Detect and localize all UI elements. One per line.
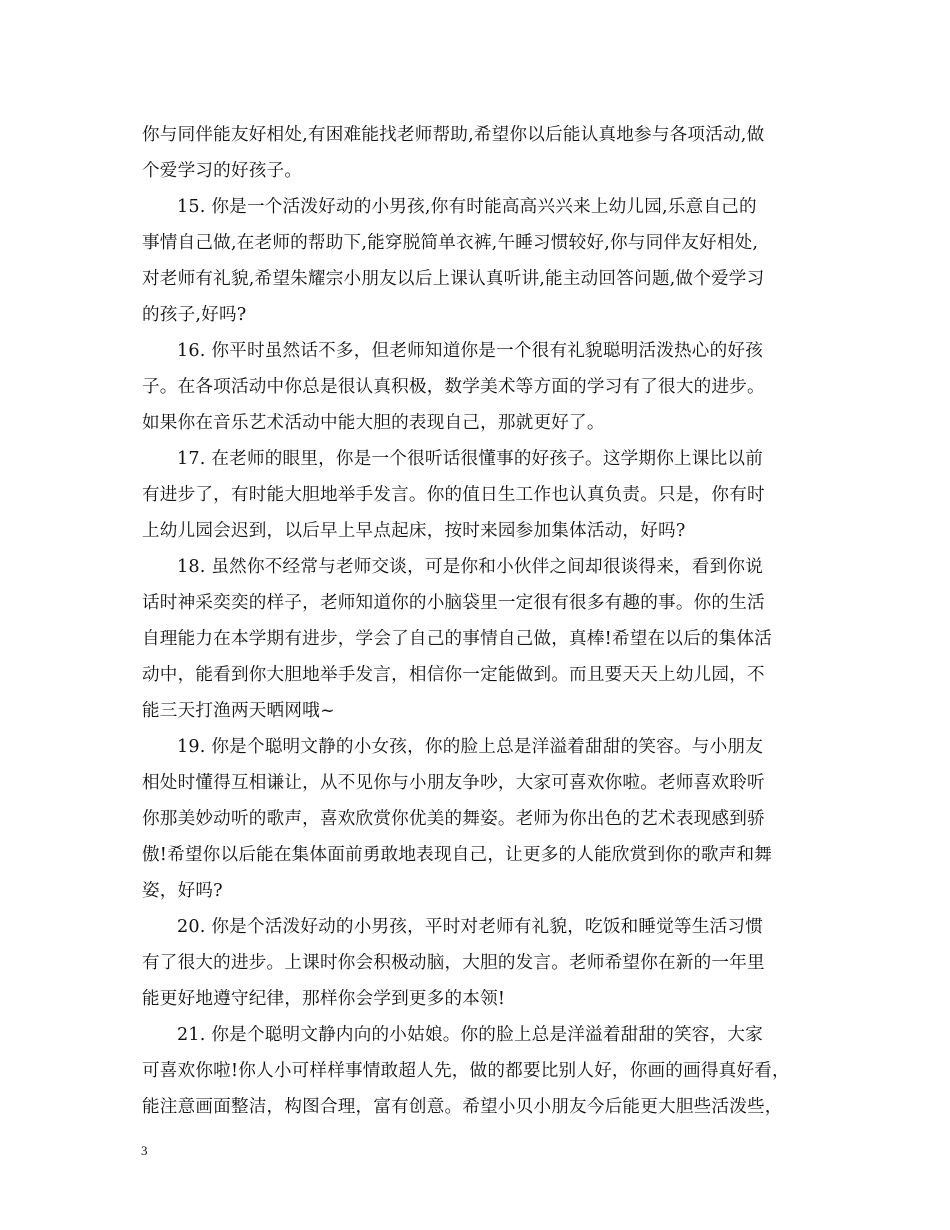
text-line: 个爱学习的好孩子。	[142, 161, 303, 181]
text-line: 能更好地遵守纪律，那样你会学到更多的本领!	[142, 989, 506, 1009]
paragraph	[142, 729, 822, 909]
text-line: 19. 你是个聪明文静的小女孩，你的脸上总是洋溢着甜甜的笑容。与小朋友	[177, 737, 763, 757]
page-number: 3	[141, 1143, 148, 1158]
text-line: 如果你在音乐艺术活动中能大胆的表现自己，那就更好了。	[142, 413, 605, 433]
text-line: 话时神采奕奕的样子，老师知道你的小脑袋里一定很有很多有趣的事。你的生活	[142, 593, 765, 613]
text-line: 有进步了，有时能大胆地举手发言。你的值日生工作也认真负责。只是，你有时	[142, 485, 765, 505]
paragraph	[142, 333, 822, 441]
text-line: 姿，好吗?	[142, 881, 223, 901]
paragraph	[142, 189, 822, 333]
paragraph	[142, 909, 822, 1017]
text-line: 傲!希望你以后能在集体面前勇敢地表现自己，让更多的人能欣赏到你的歌声和舞	[142, 845, 773, 865]
paragraph	[142, 549, 822, 729]
text-line: 有了很大的进步。上课时你会积极动脑，大胆的发言。老师希望你在新的一年里	[142, 953, 765, 973]
text-line: 能三天打渔两天晒网哦~	[142, 701, 335, 721]
text-line: 相处时懂得互相谦让，从不见你与小朋友争吵，大家可喜欢你啦。老师喜欢聆听	[142, 773, 765, 793]
text-line: 21. 你是个聪明文静内向的小姑娘。你的脸上总是洋溢着甜甜的笑容，大家	[177, 1025, 763, 1045]
text-line: 可喜欢你啦!你人小可样样事情敢超人先，做的都要比别人好，你画的画得真好看，	[142, 1061, 790, 1081]
body-text	[142, 117, 822, 1125]
text-line: 的孩子,好吗?	[142, 305, 247, 325]
text-line: 你那美妙动听的歌声，喜欢欣赏你优美的舞姿。老师为你出色的艺术表现感到骄	[142, 809, 765, 829]
text-line: 自理能力在本学期有进步，学会了自己的事情自己做，真棒!希望在以后的集体活	[142, 629, 773, 649]
text-line: 上幼儿园会迟到，以后早上早点起床，按时来园参加集体活动，好吗?	[142, 521, 686, 541]
text-line: 事情自己做,在老师的帮助下,能穿脱简单衣裤,午睡习惯较好,你与同伴友好相处,	[142, 233, 759, 253]
paragraph	[142, 1017, 822, 1125]
text-line: 15. 你是一个活泼好动的小男孩,你有时能高高兴兴来上幼儿园,乐意自己的	[177, 197, 757, 217]
paragraph	[142, 117, 822, 189]
text-line: 你与同伴能友好相处,有困难能找老师帮助,希望你以后能认真地参与各项活动,做	[142, 125, 765, 145]
text-line: 能注意画面整洁，构图合理，富有创意。希望小贝小朋友今后能更大胆些活泼些，	[142, 1097, 783, 1117]
text-line: 18. 虽然你不经常与老师交谈，可是你和小伙伴之间却很谈得来，看到你说	[177, 557, 763, 577]
text-line: 17. 在老师的眼里，你是一个很听话很懂事的好孩子。这学期你上课比以前	[177, 449, 763, 469]
text-line: 16. 你平时虽然话不多，但老师知道你是一个很有礼貌聪明活泼热心的好孩	[177, 341, 763, 361]
text-line: 子。在各项活动中你总是很认真积极，数学美术等方面的学习有了很大的进步。	[142, 377, 765, 397]
text-line: 对老师有礼貌,希望朱耀宗小朋友以后上课认真听讲,能主动回答问题,做个爱学习	[142, 269, 765, 289]
paragraph	[142, 441, 822, 549]
text-line: 动中，能看到你大胆地举手发言，相信你一定能做到。而且要天天上幼儿园，不	[142, 665, 765, 685]
text-line: 20. 你是个活泼好动的小男孩，平时对老师有礼貌，吃饭和睡觉等生活习惯	[177, 917, 763, 937]
